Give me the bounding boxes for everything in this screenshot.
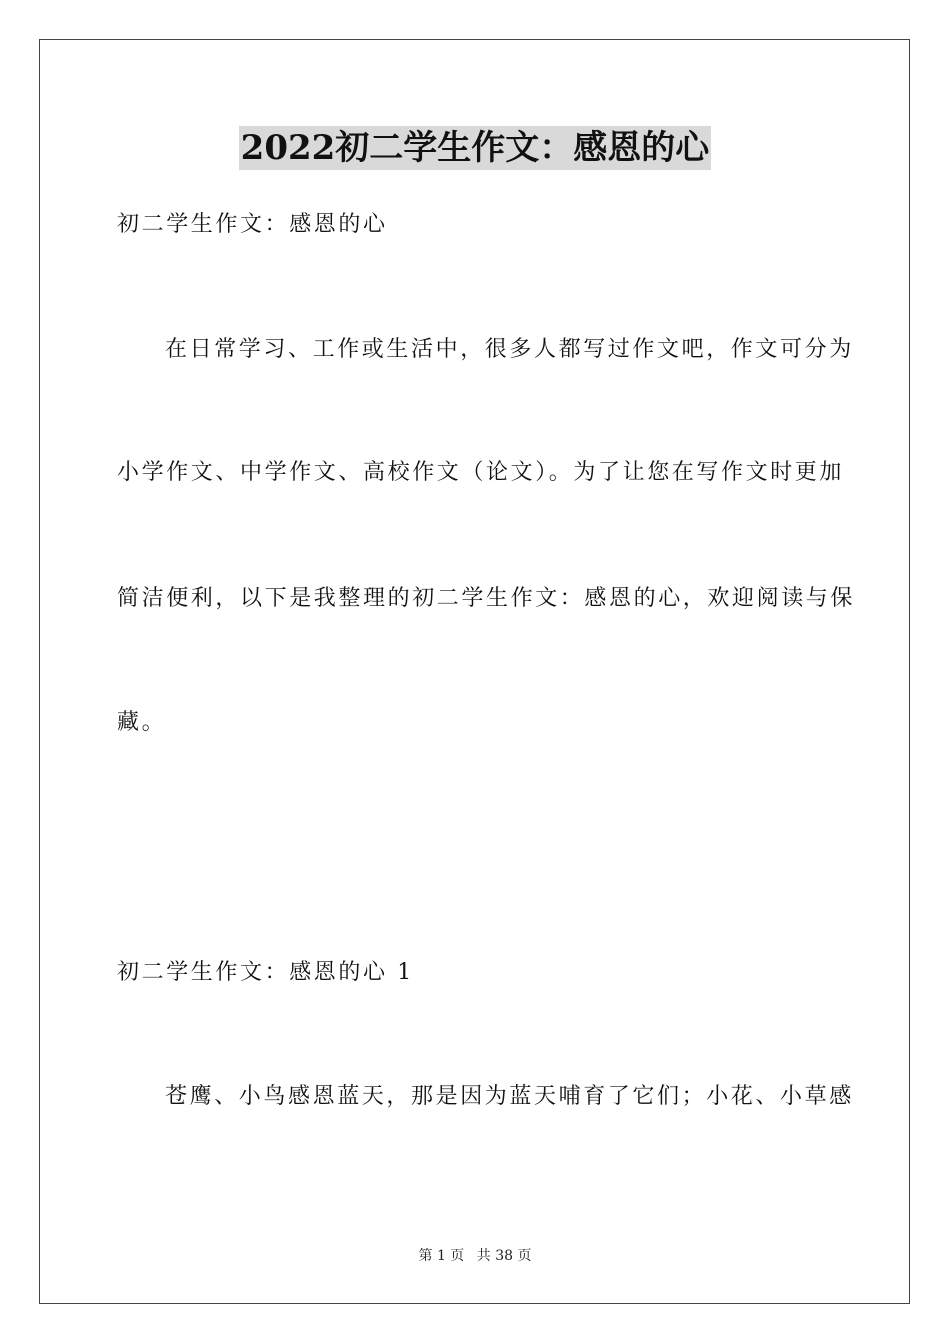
paragraph-line: 苍鹰、小鸟感恩蓝天，那是因为蓝天哺育了它们；小花、小草感 bbox=[165, 1084, 854, 1109]
paragraph-line: 小学作文、中学作文、高校作文（论文）。为了让您在写作文时更加 bbox=[117, 460, 845, 485]
paragraph-line: 简洁便利，以下是我整理的初二学生作文：感恩的心，欢迎阅读与保 bbox=[117, 586, 856, 611]
title-container bbox=[0, 126, 950, 170]
section-heading: 初二学生作文：感恩的心 1 bbox=[117, 960, 414, 985]
document-subtitle: 初二学生作文：感恩的心 bbox=[117, 212, 388, 237]
page-total: 共 38 页 bbox=[476, 1248, 532, 1264]
page-footer bbox=[0, 1246, 950, 1266]
page-number: 第 1 页 bbox=[418, 1248, 465, 1264]
paragraph-line: 藏。 bbox=[117, 710, 167, 735]
paragraph-line: 在日常学习、工作或生活中，很多人都写过作文吧，作文可分为 bbox=[165, 337, 854, 362]
document-title: 2022初二学生作文：感恩的心 bbox=[240, 128, 710, 168]
